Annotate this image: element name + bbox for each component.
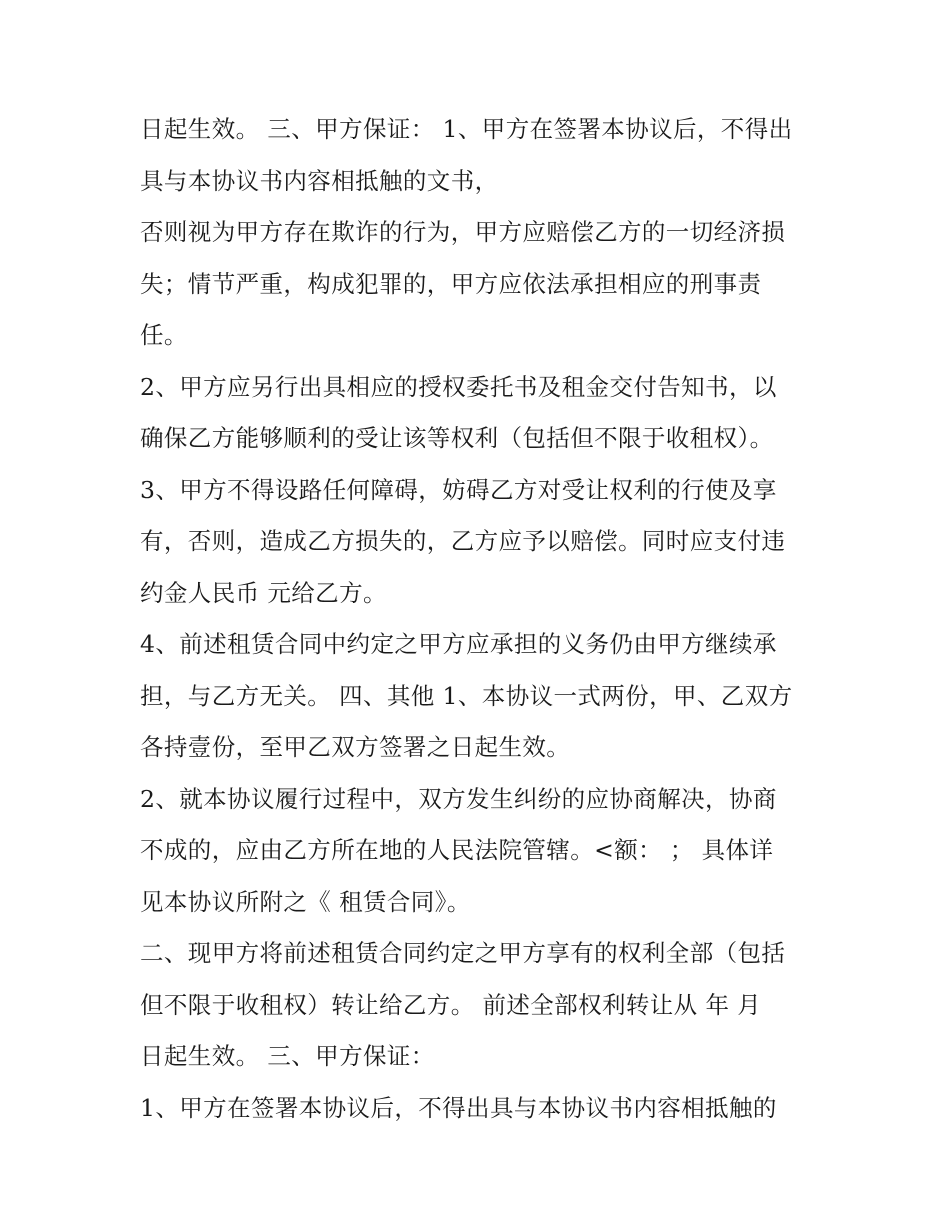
text-line: 否则视为甲方存在欺诈的行为，甲方应赔偿乙方的一切经济损 xyxy=(140,218,786,246)
text-line: 2、就本协议履行过程中，双方发生纠纷的应协商解决，协商 xyxy=(140,784,777,813)
text-line: 具与本协议书内容相抵触的文书， xyxy=(140,166,499,195)
text-line: 不成的，应由乙方所在地的人民法院管辖。<额： ； 具体详 xyxy=(140,836,774,864)
text-line: 失；情节严重，构成犯罪的，甲方应依法承担相应的刑事责 xyxy=(140,269,762,298)
text-line: 但不限于收租权）转让给乙方。 前述全部权利转让从 年 月 xyxy=(140,990,762,1019)
text-line: 确保乙方能够顺利的受让该等权利（包括但不限于收租权）。 xyxy=(140,424,774,452)
text-line: 日起生效。 三、甲方保证： xyxy=(140,1042,435,1070)
text-line: 2、甲方应另行出具相应的授权委托书及租金交付告知书，以 xyxy=(140,372,777,401)
text-line: 担，与乙方无关。 四、其他 1、本协议一式两份，甲、乙双方 xyxy=(140,681,793,710)
text-line: 任。 xyxy=(140,321,188,349)
text-line: 4、前述租赁合同中约定之甲方应承担的义务仍由甲方继续承 xyxy=(140,630,777,658)
text-line: 日起生效。 三、甲方保证： 1、甲方在签署本协议后，不得出 xyxy=(140,115,793,143)
text-line: 见本协议所附之《 租赁合同》。 xyxy=(140,887,471,916)
text-line: 1、甲方在签署本协议后，不得出具与本协议书内容相抵触的 xyxy=(140,1093,777,1122)
text-line: 约金人民币 元给乙方。 xyxy=(140,578,387,607)
text-line: 二、现甲方将前述租赁合同约定之甲方享有的权利全部（包括 xyxy=(140,939,786,967)
text-line: 各持壹份，至甲乙双方签署之日起生效。 xyxy=(140,733,571,761)
text-line: 3、甲方不得设路任何障碍，妨碍乙方对受让权利的行使及享 xyxy=(140,475,777,504)
document-body xyxy=(140,104,830,1134)
text-line: 有，否则，造成乙方损失的，乙方应予以赔偿。同时应支付违 xyxy=(140,527,786,555)
